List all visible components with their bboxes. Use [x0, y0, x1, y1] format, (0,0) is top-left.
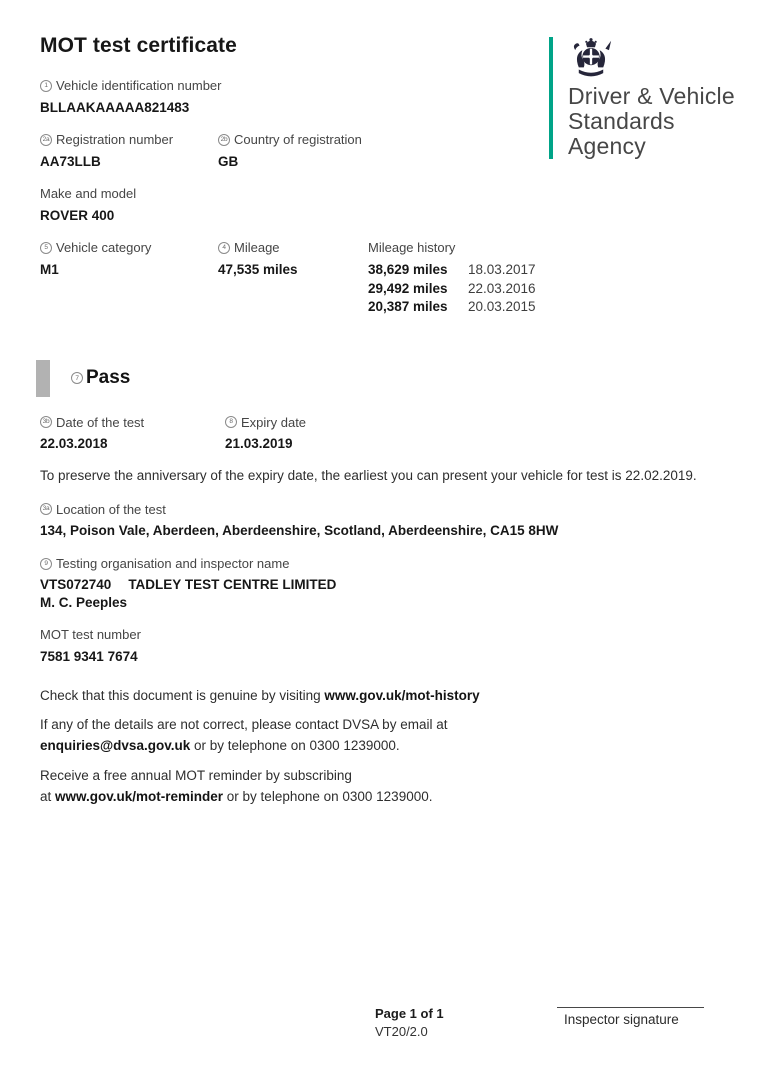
mileage-value: 47,535 miles: [218, 262, 298, 278]
field-mileage-history: [368, 240, 536, 316]
field-category: [40, 240, 218, 316]
registration-label-row: [40, 132, 218, 148]
field-mileage: [218, 240, 368, 316]
country-value: GB: [218, 153, 239, 169]
page-count: Page 1 of 1: [375, 1006, 444, 1021]
field-number-badge: 5: [40, 242, 52, 254]
registration-value: AA73LLB: [40, 153, 101, 169]
category-label-row: [40, 240, 218, 256]
result-banner: [36, 360, 742, 397]
page-title: MOT test certificate: [40, 34, 237, 57]
field-registration: [40, 132, 218, 170]
location-label-row: [40, 502, 742, 518]
expiry-date-label: Expiry date: [241, 414, 307, 430]
history-miles: 20,387 miles: [368, 299, 448, 315]
organisation-label-row: [40, 556, 742, 572]
registration-label: Registration number: [56, 132, 174, 148]
vin-label: Vehicle identification number: [56, 78, 222, 93]
mot-number-value: 7581 9341 7674: [40, 649, 138, 664]
field-number-badge: 2b: [218, 134, 230, 146]
field-number-badge: 4: [218, 242, 230, 254]
mot-history-link: www.gov.uk/mot-history: [324, 687, 480, 703]
mot-reminder-link: www.gov.uk/mot-reminder: [55, 789, 224, 805]
field-expiry-date: [225, 415, 306, 453]
registration-row: [40, 132, 742, 186]
field-test-date: [40, 415, 225, 453]
result-bar: [36, 360, 50, 397]
field-number-badge: 3b: [40, 416, 52, 428]
make-model-label: Make and model: [40, 186, 137, 202]
field-make-model: [40, 186, 742, 224]
dvsa-email: enquiries@dvsa.gov.uk: [40, 738, 191, 754]
mileage-history-label: Mileage history: [368, 240, 456, 256]
test-date-label-row: [40, 415, 225, 431]
organisation-name: TADLEY TEST CENTRE LIMITED: [128, 577, 337, 593]
field-vin: [40, 78, 742, 116]
contact-text-line1: If any of the details are not correct, please contact DVSA by email at: [40, 717, 448, 733]
vin-value: BLLAAKAAAAA821483: [40, 99, 190, 115]
mileage-history-row: [368, 298, 536, 317]
result-value: Pass: [86, 367, 131, 389]
category-mileage-row: [40, 240, 742, 332]
anniversary-note: To preserve the anniversary of the expiry date, the earliest you can present your vehicle for test is 22.02.2019.: [40, 467, 697, 483]
inspector-name: M. C. Peeples: [40, 594, 128, 610]
form-number: VT20/2.0: [375, 1023, 428, 1039]
certificate-content: [40, 34, 742, 817]
field-number-badge: 1: [40, 80, 52, 92]
logo-text-line1: Driver & Vehicle: [568, 83, 735, 109]
field-number-badge: 9: [40, 558, 52, 570]
make-model-value: ROVER 400: [40, 207, 115, 223]
history-date: 20.03.2015: [468, 299, 536, 315]
mileage-history-row: [368, 280, 536, 299]
field-country: [218, 132, 362, 170]
test-date-label: Date of the test: [56, 414, 145, 430]
location-label: Location of the test: [56, 501, 166, 517]
country-label-row: [218, 132, 362, 148]
mileage-label: Mileage: [234, 240, 280, 256]
footer-page-info: [375, 1005, 444, 1040]
reminder-text-line1: Receive a free annual MOT reminder by subscribing: [40, 768, 352, 784]
country-label: Country of registration: [234, 132, 362, 148]
mot-number-label: MOT test number: [40, 627, 141, 643]
vin-label-row: [40, 78, 742, 94]
reminder-text-pre: at: [40, 789, 56, 805]
vts-code: VTS072740: [40, 577, 112, 593]
genuine-note: [40, 686, 742, 707]
field-organisation: [40, 556, 742, 612]
field-mot-number: [40, 627, 742, 665]
reminder-note: [40, 766, 742, 808]
contact-text-post: or by telephone on 0300 1239000.: [190, 738, 400, 754]
history-date: 22.03.2016: [468, 280, 536, 296]
test-date-value: 22.03.2018: [40, 436, 108, 452]
expiry-date-label-row: [225, 415, 306, 431]
reminder-text-post: or by telephone on 0300 1239000.: [223, 789, 433, 805]
organisation-label: Testing organisation and inspector name: [56, 555, 290, 571]
logo-text-line3: Agency: [568, 133, 646, 159]
category-label: Vehicle category: [56, 240, 152, 256]
field-number-badge: 3a: [40, 503, 52, 515]
inspector-signature-block: [557, 1007, 704, 1027]
history-date: 18.03.2017: [468, 262, 536, 278]
field-number-badge: 2a: [40, 134, 52, 146]
inspector-signature-label: Inspector signature: [564, 1012, 679, 1027]
history-miles: 38,629 miles: [368, 262, 448, 278]
logo-text-line2: Standards: [568, 108, 675, 134]
organisation-value-line: [40, 576, 742, 594]
field-location: [40, 502, 742, 540]
category-value: M1: [40, 262, 59, 278]
mileage-history-row: [368, 261, 536, 280]
field-number-badge: 8: [225, 416, 237, 428]
contact-note: [40, 715, 742, 757]
history-miles: 29,492 miles: [368, 280, 448, 296]
expiry-date-value: 21.03.2019: [225, 436, 293, 452]
location-value: 134, Poison Vale, Aberdeen, Aberdeenshire, Scotland, Aberdeenshire, CA15 8HW: [40, 523, 559, 539]
field-number-badge: 7: [71, 372, 83, 384]
dates-row: [40, 415, 742, 469]
mileage-label-row: [218, 240, 368, 256]
genuine-text: Check that this document is genuine by visiting: [40, 687, 325, 703]
